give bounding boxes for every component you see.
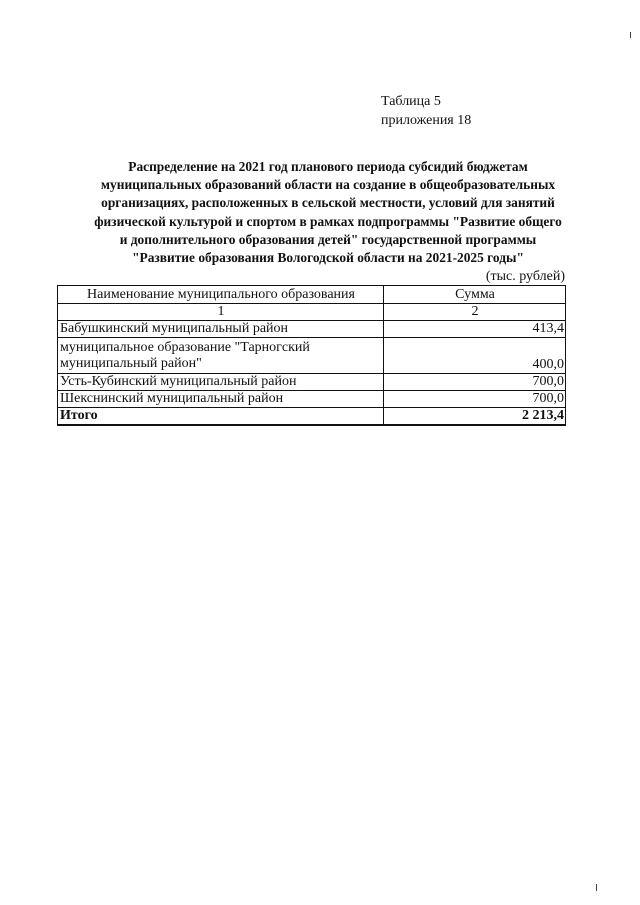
amount-cell: 700,0: [384, 374, 566, 391]
title-line: "Развитие образования Вологодской области на 2021-2025 годы": [132, 250, 524, 266]
municipality-name: [58, 374, 384, 391]
table-header-row: [58, 286, 566, 304]
table-row: [58, 391, 566, 408]
title-line: физической культурой и спортом в рамках подпрограммы "Развитие общего: [94, 213, 562, 229]
title-line: и дополнительного образования детей" государственной программы: [119, 231, 537, 247]
municipality-name: [58, 391, 384, 408]
name-line: муниципальный район": [60, 356, 202, 371]
title-line: муниципальных образований области на создание в общеобразовательных: [100, 177, 556, 193]
amount-cell: 413,4: [384, 321, 566, 338]
column-header-sum: Сумма: [384, 286, 566, 304]
units-label: (тыс. рублей): [485, 269, 565, 284]
annex-table-number: Таблица 5: [381, 94, 441, 109]
column-number: 2: [384, 304, 566, 321]
annex-reference: [381, 92, 471, 130]
name-line: муниципальное образование "Тарногский: [60, 340, 310, 355]
amount-cell: 400,0: [384, 338, 566, 374]
column-header-name: Наименование муниципального образования: [58, 286, 384, 304]
total-row: [58, 408, 566, 426]
total-amount: 2 213,4: [384, 408, 566, 426]
title-line: Распределение на 2021 год планового периода субсидий бюджетам: [128, 159, 528, 174]
municipality-name: [58, 321, 384, 338]
total-label: Итого: [58, 408, 384, 426]
document-title: [40, 158, 616, 267]
column-number-row: [58, 304, 566, 321]
subsidy-table: [57, 285, 566, 426]
name-line: Усть-Кубинский муниципальный район: [60, 374, 297, 389]
title-line: организациях, расположенных в сельской местности, условий для занятий: [101, 195, 555, 211]
table-row: [58, 374, 566, 391]
scan-mark: [630, 32, 631, 38]
table-row: [58, 338, 566, 374]
scan-mark: [596, 884, 597, 891]
name-line: Шекснинский муниципальный район: [60, 391, 284, 406]
name-line: Бабушкинский муниципальный район: [60, 321, 289, 336]
municipality-name: [58, 338, 384, 374]
table-row: [58, 321, 566, 338]
amount-cell: 700,0: [384, 391, 566, 408]
annex-appendix-number: приложения 18: [381, 113, 472, 128]
column-number: 1: [58, 304, 384, 321]
